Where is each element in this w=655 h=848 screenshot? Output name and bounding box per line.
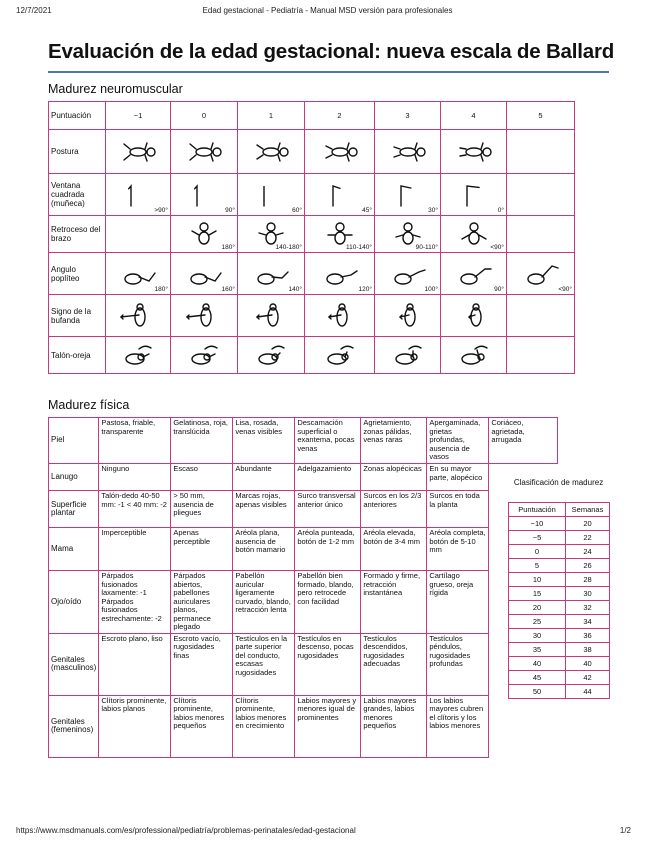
physical-row — [49, 418, 558, 464]
physical-cell: Coriáceo, agrietada, arrugada — [489, 418, 558, 464]
maturity-title: Clasificación de madurez — [513, 478, 604, 487]
maneuver-sketch — [451, 139, 497, 165]
neuromuscular-cell — [507, 253, 575, 295]
score-col-label: 3 — [375, 102, 441, 130]
physical-cell: Testículos en descenso, pocas rugosidades — [295, 633, 361, 695]
title-rule — [48, 71, 609, 73]
maneuver-sketch — [451, 261, 497, 287]
maturity-weeks: 44 — [566, 685, 610, 699]
maturity-score: −5 — [509, 531, 566, 545]
physical-cell: Párpados abiertos, pabellones auriculares planos, permanece plegado — [171, 571, 233, 634]
physical-row — [49, 695, 558, 757]
neuromuscular-cell — [507, 337, 575, 374]
neuromuscular-cell — [305, 174, 375, 216]
neuromuscular-row — [49, 216, 575, 253]
maturity-score: 40 — [509, 657, 566, 671]
neuromuscular-cell — [171, 295, 238, 337]
maturity-row — [509, 643, 610, 657]
neuromuscular-cell — [375, 337, 441, 374]
maneuver-sketch — [248, 182, 294, 208]
maneuver-sketch — [115, 139, 161, 165]
maneuver-sketch — [518, 261, 564, 287]
maturity-table — [508, 502, 610, 699]
neuromuscular-cell — [441, 216, 507, 253]
print-title: Edad gestacional - Pediatría - Manual MSD versión para profesionales — [202, 6, 453, 15]
maturity-weeks: 28 — [566, 573, 610, 587]
neuromuscular-row-label: Ventana cuadrada (muñeca) — [49, 174, 106, 216]
score-col-label: 4 — [441, 102, 507, 130]
maneuver-sketch — [451, 342, 497, 368]
maneuver-sketch — [248, 303, 294, 329]
neuromuscular-cell — [238, 337, 305, 374]
physical-cell: Escaso — [171, 464, 233, 491]
score-col-label: −1 — [106, 102, 171, 130]
maturity-weeks: 20 — [566, 517, 610, 531]
angle-label: 45° — [362, 207, 372, 214]
maturity-score: 0 — [509, 545, 566, 559]
maneuver-sketch — [317, 139, 363, 165]
neuromuscular-cell — [238, 253, 305, 295]
physical-cell: Testículos en la parte superior del conducto, escasas rugosidades — [233, 633, 295, 695]
physical-cell: Clítoris prominente, labios menores en crecimiento — [233, 695, 295, 757]
maturity-weeks: 32 — [566, 601, 610, 615]
neuromuscular-cell — [171, 253, 238, 295]
physical-cell: Cartílago grueso, oreja rígida — [427, 571, 489, 634]
neuromuscular-row — [49, 253, 575, 295]
maturity-row — [509, 559, 610, 573]
neuromuscular-cell — [106, 337, 171, 374]
neuromuscular-row-label: Angulo poplíteo — [49, 253, 106, 295]
physical-row-label: Superficie plantar — [49, 491, 99, 528]
score-col-label: 0 — [171, 102, 238, 130]
maturity-row — [509, 601, 610, 615]
angle-label: 180° — [221, 244, 235, 251]
maneuver-sketch — [451, 182, 497, 208]
neuromuscular-cell — [507, 174, 575, 216]
neuromuscular-cell — [238, 174, 305, 216]
angle-label: 160° — [221, 286, 235, 293]
neuromuscular-cell — [375, 174, 441, 216]
physical-cell: Escroto plano, liso — [99, 633, 171, 695]
maneuver-sketch — [181, 303, 227, 329]
physical-row — [49, 528, 558, 571]
physical-cell: Clítoris prominente, labios planos — [99, 695, 171, 757]
physical-section-title: Madurez física — [48, 398, 130, 412]
maneuver-sketch — [385, 342, 431, 368]
physical-cell: Clítoris prominente, labios menores pequeños — [171, 695, 233, 757]
maneuver-sketch — [181, 342, 227, 368]
physical-cell: Adelgazamiento — [295, 464, 361, 491]
angle-label: <90° — [490, 244, 504, 251]
neuromuscular-row — [49, 337, 575, 374]
maturity-score: 45 — [509, 671, 566, 685]
neuromuscular-cell — [305, 216, 375, 253]
angle-label: 120° — [358, 286, 372, 293]
maneuver-sketch — [181, 221, 227, 247]
neuromuscular-cell — [441, 130, 507, 174]
physical-cell: Zonas alopécicas — [361, 464, 427, 491]
neuromuscular-cell — [171, 130, 238, 174]
maturity-score: 15 — [509, 587, 566, 601]
physical-cell: Marcas rojas, apenas visibles — [233, 491, 295, 528]
physical-cell: Ninguno — [99, 464, 171, 491]
physical-cell: Los labios mayores cubren el clítoris y los labios menores — [427, 695, 489, 757]
physical-cell: Apenas perceptible — [171, 528, 233, 571]
physical-row-label: Piel — [49, 418, 99, 464]
maneuver-sketch — [451, 303, 497, 329]
angle-label: <90° — [558, 286, 572, 293]
physical-row — [49, 633, 558, 695]
physical-cell: Aréola elevada, botón de 3-4 mm — [361, 528, 427, 571]
physical-row-label: Genitales (masculinos) — [49, 633, 99, 695]
neuromuscular-cell — [441, 174, 507, 216]
neuromuscular-cell — [171, 174, 238, 216]
maneuver-sketch — [385, 261, 431, 287]
maneuver-sketch — [385, 303, 431, 329]
physical-cell: Pabellón bien formado, blando, pero retrocede con facilidad — [295, 571, 361, 634]
neuromuscular-cell — [441, 253, 507, 295]
maneuver-sketch — [115, 303, 161, 329]
neuromuscular-cell — [238, 216, 305, 253]
maneuver-sketch — [317, 342, 363, 368]
angle-label: 180° — [154, 286, 168, 293]
neuromuscular-cell — [441, 337, 507, 374]
maneuver-sketch — [385, 139, 431, 165]
physical-cell: Surcos en toda la planta — [427, 491, 489, 528]
physical-cell: Escroto vacío, rugosidades finas — [171, 633, 233, 695]
maturity-row — [509, 615, 610, 629]
physical-row-label: Lanugo — [49, 464, 99, 491]
neuromuscular-cell — [375, 295, 441, 337]
angle-label: 0° — [497, 207, 504, 214]
maturity-weeks: 40 — [566, 657, 610, 671]
physical-row — [49, 491, 558, 528]
physical-cell: Descamación superficial o exantema, pocas venas — [295, 418, 361, 464]
physical-cell: Pabellón auricular ligeramente curvado, blando, retracción lenta — [233, 571, 295, 634]
neuromuscular-cell — [171, 337, 238, 374]
neuromuscular-cell — [106, 174, 171, 216]
maturity-row — [509, 531, 610, 545]
maturity-score: 30 — [509, 629, 566, 643]
score-col-label: 5 — [507, 102, 575, 130]
maturity-weeks: 24 — [566, 545, 610, 559]
neuromuscular-cell — [507, 130, 575, 174]
neuromuscular-cell — [305, 337, 375, 374]
maneuver-sketch — [248, 342, 294, 368]
physical-row — [49, 464, 558, 491]
physical-cell: Imperceptible — [99, 528, 171, 571]
neuromuscular-cell — [375, 130, 441, 174]
physical-cell: Pastosa, friable, transparente — [99, 418, 171, 464]
maturity-row — [509, 573, 610, 587]
physical-cell: En su mayor parte, alopécico — [427, 464, 489, 491]
neuromuscular-row — [49, 130, 575, 174]
maturity-score: 10 — [509, 573, 566, 587]
neuromuscular-table — [48, 101, 575, 374]
physical-table — [48, 417, 558, 758]
angle-label: 110-140° — [346, 244, 372, 251]
maturity-weeks: 26 — [566, 559, 610, 573]
angle-label: 90° — [225, 207, 235, 214]
physical-cell: Gelatinosa, roja, translúcida — [171, 418, 233, 464]
maturity-weeks: 38 — [566, 643, 610, 657]
maturity-weeks: 22 — [566, 531, 610, 545]
maturity-row — [509, 671, 610, 685]
neuromuscular-header-row — [49, 102, 575, 130]
score-header: Puntuación — [49, 102, 106, 130]
neuromuscular-cell — [238, 130, 305, 174]
neuromuscular-cell — [441, 295, 507, 337]
footer-page: 1/2 — [619, 826, 631, 835]
maneuver-sketch — [248, 261, 294, 287]
maturity-score: 5 — [509, 559, 566, 573]
neuromuscular-row-label: Talón-oreja — [49, 337, 106, 374]
maturity-score: 25 — [509, 615, 566, 629]
physical-cell: Lisa, rosada, venas visibles — [233, 418, 295, 464]
physical-cell: Formado y firme, retracción instantánea — [361, 571, 427, 634]
maneuver-sketch — [317, 182, 363, 208]
maneuver-sketch — [115, 261, 161, 287]
maturity-score: 35 — [509, 643, 566, 657]
maneuver-sketch — [115, 342, 161, 368]
neuromuscular-cell — [305, 130, 375, 174]
physical-cell: Párpados fusionados laxamente: -1 Párpados fusionados estrechamente: -2 — [99, 571, 171, 634]
maneuver-sketch — [317, 303, 363, 329]
neuromuscular-cell — [106, 130, 171, 174]
physical-row-label: Genitales (femeninos) — [49, 695, 99, 757]
angle-label: >90° — [154, 207, 168, 214]
maneuver-sketch — [115, 182, 161, 208]
maturity-score: 50 — [509, 685, 566, 699]
maturity-weeks: 42 — [566, 671, 610, 685]
physical-cell: Agrietamiento, zonas pálidas, venas raras — [361, 418, 427, 464]
physical-cell: Testículos péndulos, rugosidades profundas — [427, 633, 489, 695]
physical-cell: Talón-dedo 40-50 mm: -1 < 40 mm: -2 — [99, 491, 171, 528]
maturity-weeks: 30 — [566, 587, 610, 601]
physical-cell: > 50 mm, ausencia de pliegues — [171, 491, 233, 528]
neuromuscular-cell — [305, 295, 375, 337]
physical-cell: Testículos descendidos, rugosidades adecuadas — [361, 633, 427, 695]
score-col-label: 1 — [238, 102, 305, 130]
maturity-score: −10 — [509, 517, 566, 531]
angle-label: 140° — [288, 286, 302, 293]
neuromuscular-cell — [507, 295, 575, 337]
physical-cell: Surco transversal anterior único — [295, 491, 361, 528]
neuromuscular-cell — [106, 216, 171, 253]
neuromuscular-cell — [507, 216, 575, 253]
physical-cell: Aréola plana, ausencia de botón mamario — [233, 528, 295, 571]
maturity-weeks: 36 — [566, 629, 610, 643]
maturity-row — [509, 657, 610, 671]
maturity-weeks: 34 — [566, 615, 610, 629]
physical-row-label: Ojo/oído — [49, 571, 99, 634]
angle-label: 90° — [494, 286, 504, 293]
physical-cell: Surcos en los 2/3 anteriores — [361, 491, 427, 528]
physical-row-label: Mama — [49, 528, 99, 571]
maturity-row — [509, 685, 610, 699]
neuromuscular-cell — [375, 216, 441, 253]
neuromuscular-cell — [238, 295, 305, 337]
physical-cell: Aréola punteada, botón de 1-2 mm — [295, 528, 361, 571]
neuromuscular-section-title: Madurez neuromuscular — [48, 82, 183, 96]
physical-cell: Labios mayores grandes, labios menores pequeños — [361, 695, 427, 757]
maneuver-sketch — [181, 182, 227, 208]
maturity-row — [509, 587, 610, 601]
physical-cell: Labios mayores y menores igual de prominentes — [295, 695, 361, 757]
physical-cell: Apergaminada, grietas profundas, ausencia de vasos — [427, 418, 489, 464]
neuromuscular-cell — [305, 253, 375, 295]
angle-label: 140-180° — [275, 244, 302, 251]
angle-label: 90-110° — [415, 244, 438, 251]
neuromuscular-row-label: Postura — [49, 130, 106, 174]
neuromuscular-cell — [106, 295, 171, 337]
maneuver-sketch — [385, 182, 431, 208]
angle-label: 100° — [424, 286, 438, 293]
maturity-row — [509, 517, 610, 531]
score-col-label: 2 — [305, 102, 375, 130]
neuromuscular-cell — [106, 253, 171, 295]
neuromuscular-row — [49, 174, 575, 216]
maneuver-sketch — [317, 261, 363, 287]
neuromuscular-cell — [171, 216, 238, 253]
neuromuscular-row-label: Signo de la bufanda — [49, 295, 106, 337]
footer-url: https://www.msdmanuals.com/es/professional/pediatría/problemas-perinatales/edad-gestacional — [16, 826, 356, 835]
maneuver-sketch — [181, 261, 227, 287]
physical-row — [49, 571, 558, 634]
physical-cell: Abundante — [233, 464, 295, 491]
angle-label: 60° — [292, 207, 302, 214]
physical-cell: Aréola completa, botón de 5-10 mm — [427, 528, 489, 571]
neuromuscular-row — [49, 295, 575, 337]
page-title: Evaluación de la edad gestacional: nueva escala de Ballard — [48, 40, 615, 63]
maturity-score-header: Puntuación — [509, 503, 566, 517]
maturity-score: 20 — [509, 601, 566, 615]
angle-label: 30° — [428, 207, 438, 214]
neuromuscular-cell — [375, 253, 441, 295]
maneuver-sketch — [248, 139, 294, 165]
print-date: 12/7/2021 — [16, 6, 52, 15]
maturity-weeks-header: Semanas — [566, 503, 610, 517]
neuromuscular-row-label: Retroceso del brazo — [49, 216, 106, 253]
maneuver-sketch — [181, 139, 227, 165]
maturity-row — [509, 545, 610, 559]
maturity-header-row — [509, 503, 610, 517]
maturity-row — [509, 629, 610, 643]
